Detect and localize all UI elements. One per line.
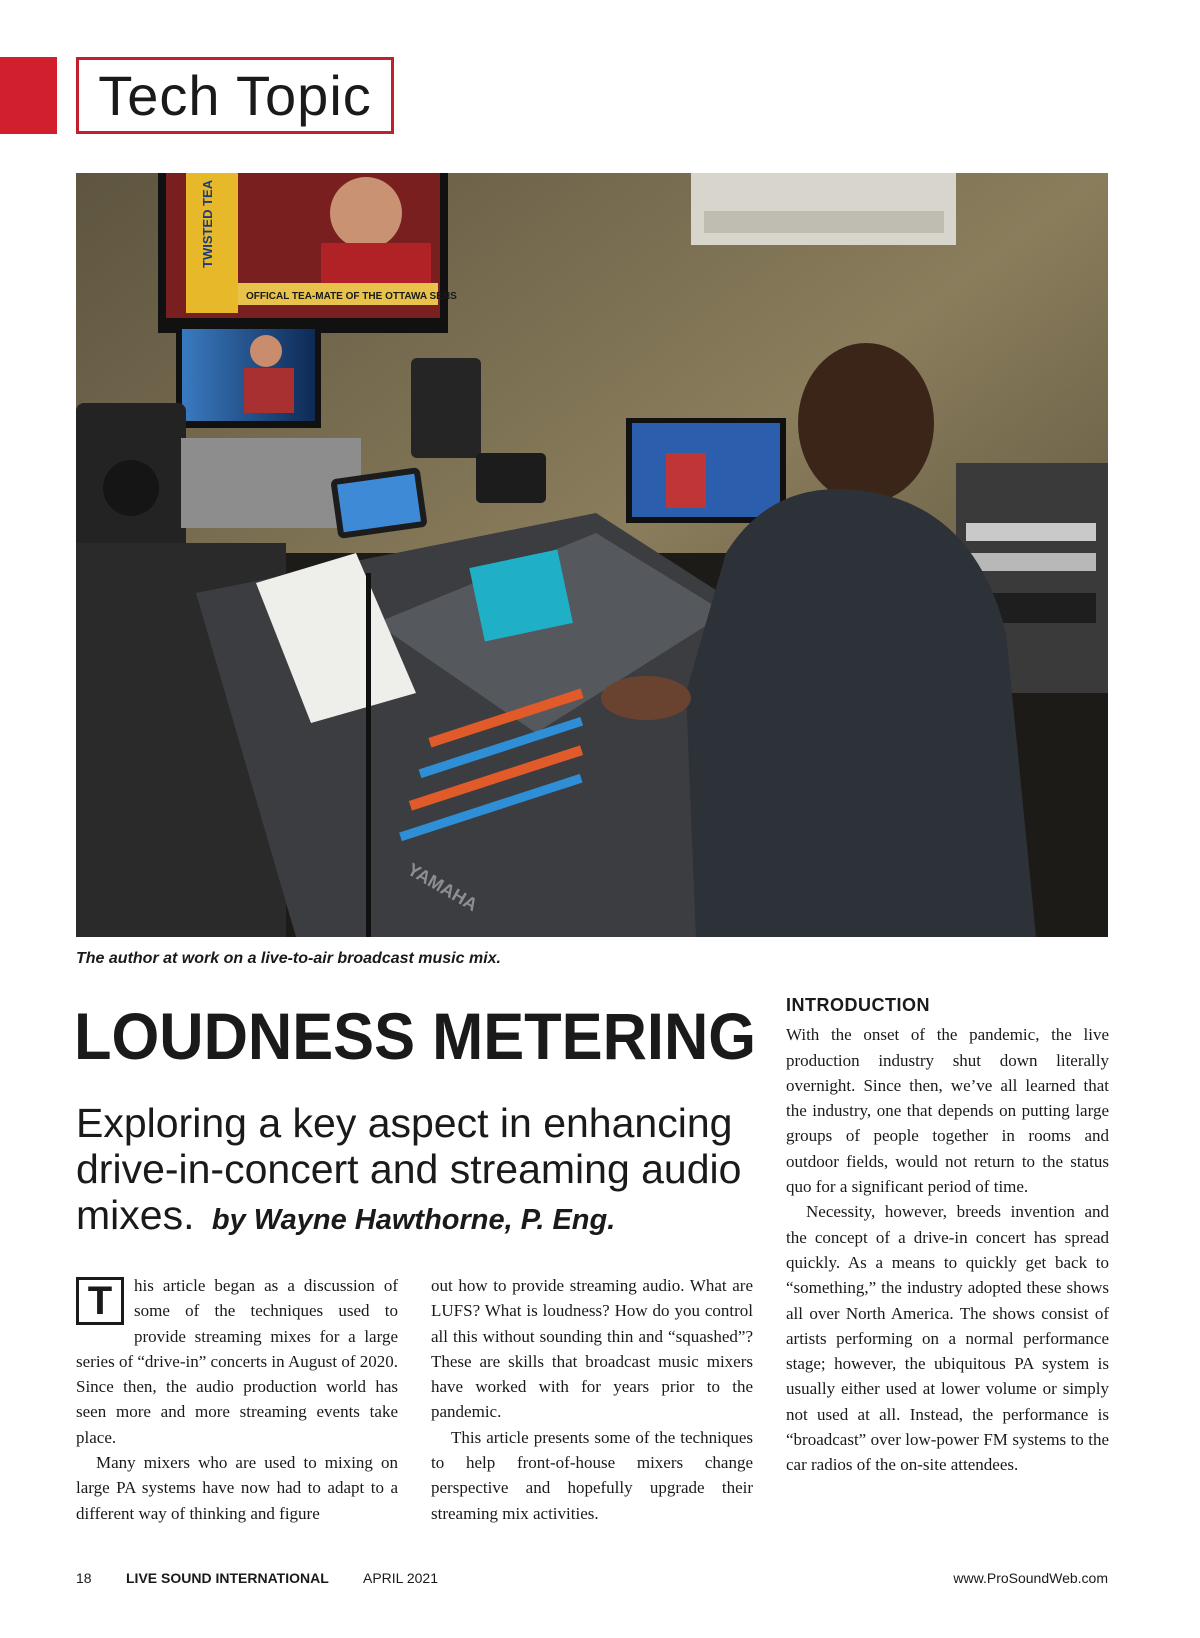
console-brand-text: YAMAHA: [404, 859, 481, 916]
right-studio-monitor: [411, 358, 481, 458]
paragraph: out how to provide streaming audio. What are LUFS? What is loudness? How do you control all this without sounding thin and “squashed”? These are skills that broadcast music mixers have worked with for years prior to the pandemic.: [431, 1276, 753, 1422]
paragraph: Necessity, however, breeds invention and the concept of a drive-in concert has spread quickly. As a means to quickly get back to “something,” the industry adopted these shows all over North America. The shows consist of artists performing on a normal performance stage; however, the ubiquitous PA system is usually either used at lower volume or simply not used at all. Instead, the performance is “broadcast” over low-power FM systems to the car radios of the on-site attendees.: [786, 1202, 1109, 1475]
deck-text: Exploring a key aspect in enhancing drive-in-concert and streaming audio mixes.: [76, 1100, 742, 1238]
article-deck: [76, 1100, 766, 1243]
section-label: Tech Topic: [76, 57, 394, 134]
stage-monitor-screen: [626, 418, 786, 523]
paragraph: This article presents some of the techniques to help front-of-house mixers change perspective and hopefully upgrade their streaming mix activities.: [431, 1427, 753, 1523]
drop-cap: T: [76, 1277, 124, 1325]
paragraph: With the onset of the pandemic, the live production industry shut down literally overnight. Since then, we’ve all learned that the industry, one that depends on putting large groups of people together in rooms and outdoor fields, would not return to the status quo for a significant period of time.: [786, 1025, 1109, 1197]
paragraph: [76, 1273, 398, 1450]
photo-caption: The author at work on a live-to-air broadcast music mix.: [76, 950, 501, 967]
section-heading: INTRODUCTION: [786, 995, 930, 1015]
air-conditioner: [691, 173, 956, 245]
wall-tv: [158, 173, 457, 333]
section-color-tab: [0, 57, 57, 134]
article-column-3: [786, 993, 1109, 1478]
article-column-2: [431, 1273, 753, 1526]
magazine-name: LIVE SOUND INTERNATIONAL: [126, 1570, 329, 1586]
page-number: 18: [76, 1570, 92, 1586]
article-title: LOUDNESS METERING: [74, 999, 757, 1073]
article-column-1: [76, 1273, 398, 1526]
paragraph: Many mixers who are used to mixing on large PA systems have now had to adapt to a different way of thinking and figure: [76, 1453, 398, 1523]
meter-display: [476, 453, 546, 503]
article-photo: [76, 173, 1108, 937]
tv-banner-text: OFFICAL TEA-MATE OF THE OTTAWA SENS: [246, 291, 457, 302]
website-link[interactable]: www.ProSoundWeb.com: [953, 1570, 1108, 1586]
can-brand-text: TWISTED TEA: [200, 179, 215, 268]
mic-stand: [366, 573, 371, 937]
issue-date: APRIL 2021: [363, 1570, 438, 1586]
small-monitor-tv: [176, 323, 321, 428]
paragraph-text: his article began as a discussion of some of the techniques used to provide streaming mixes for a large series of “drive-in” concerts in August of 2020. Since then, the audio production world has seen more and more streaming events take place.: [76, 1276, 398, 1447]
byline: by Wayne Hawthorne, P. Eng.: [211, 1204, 616, 1236]
